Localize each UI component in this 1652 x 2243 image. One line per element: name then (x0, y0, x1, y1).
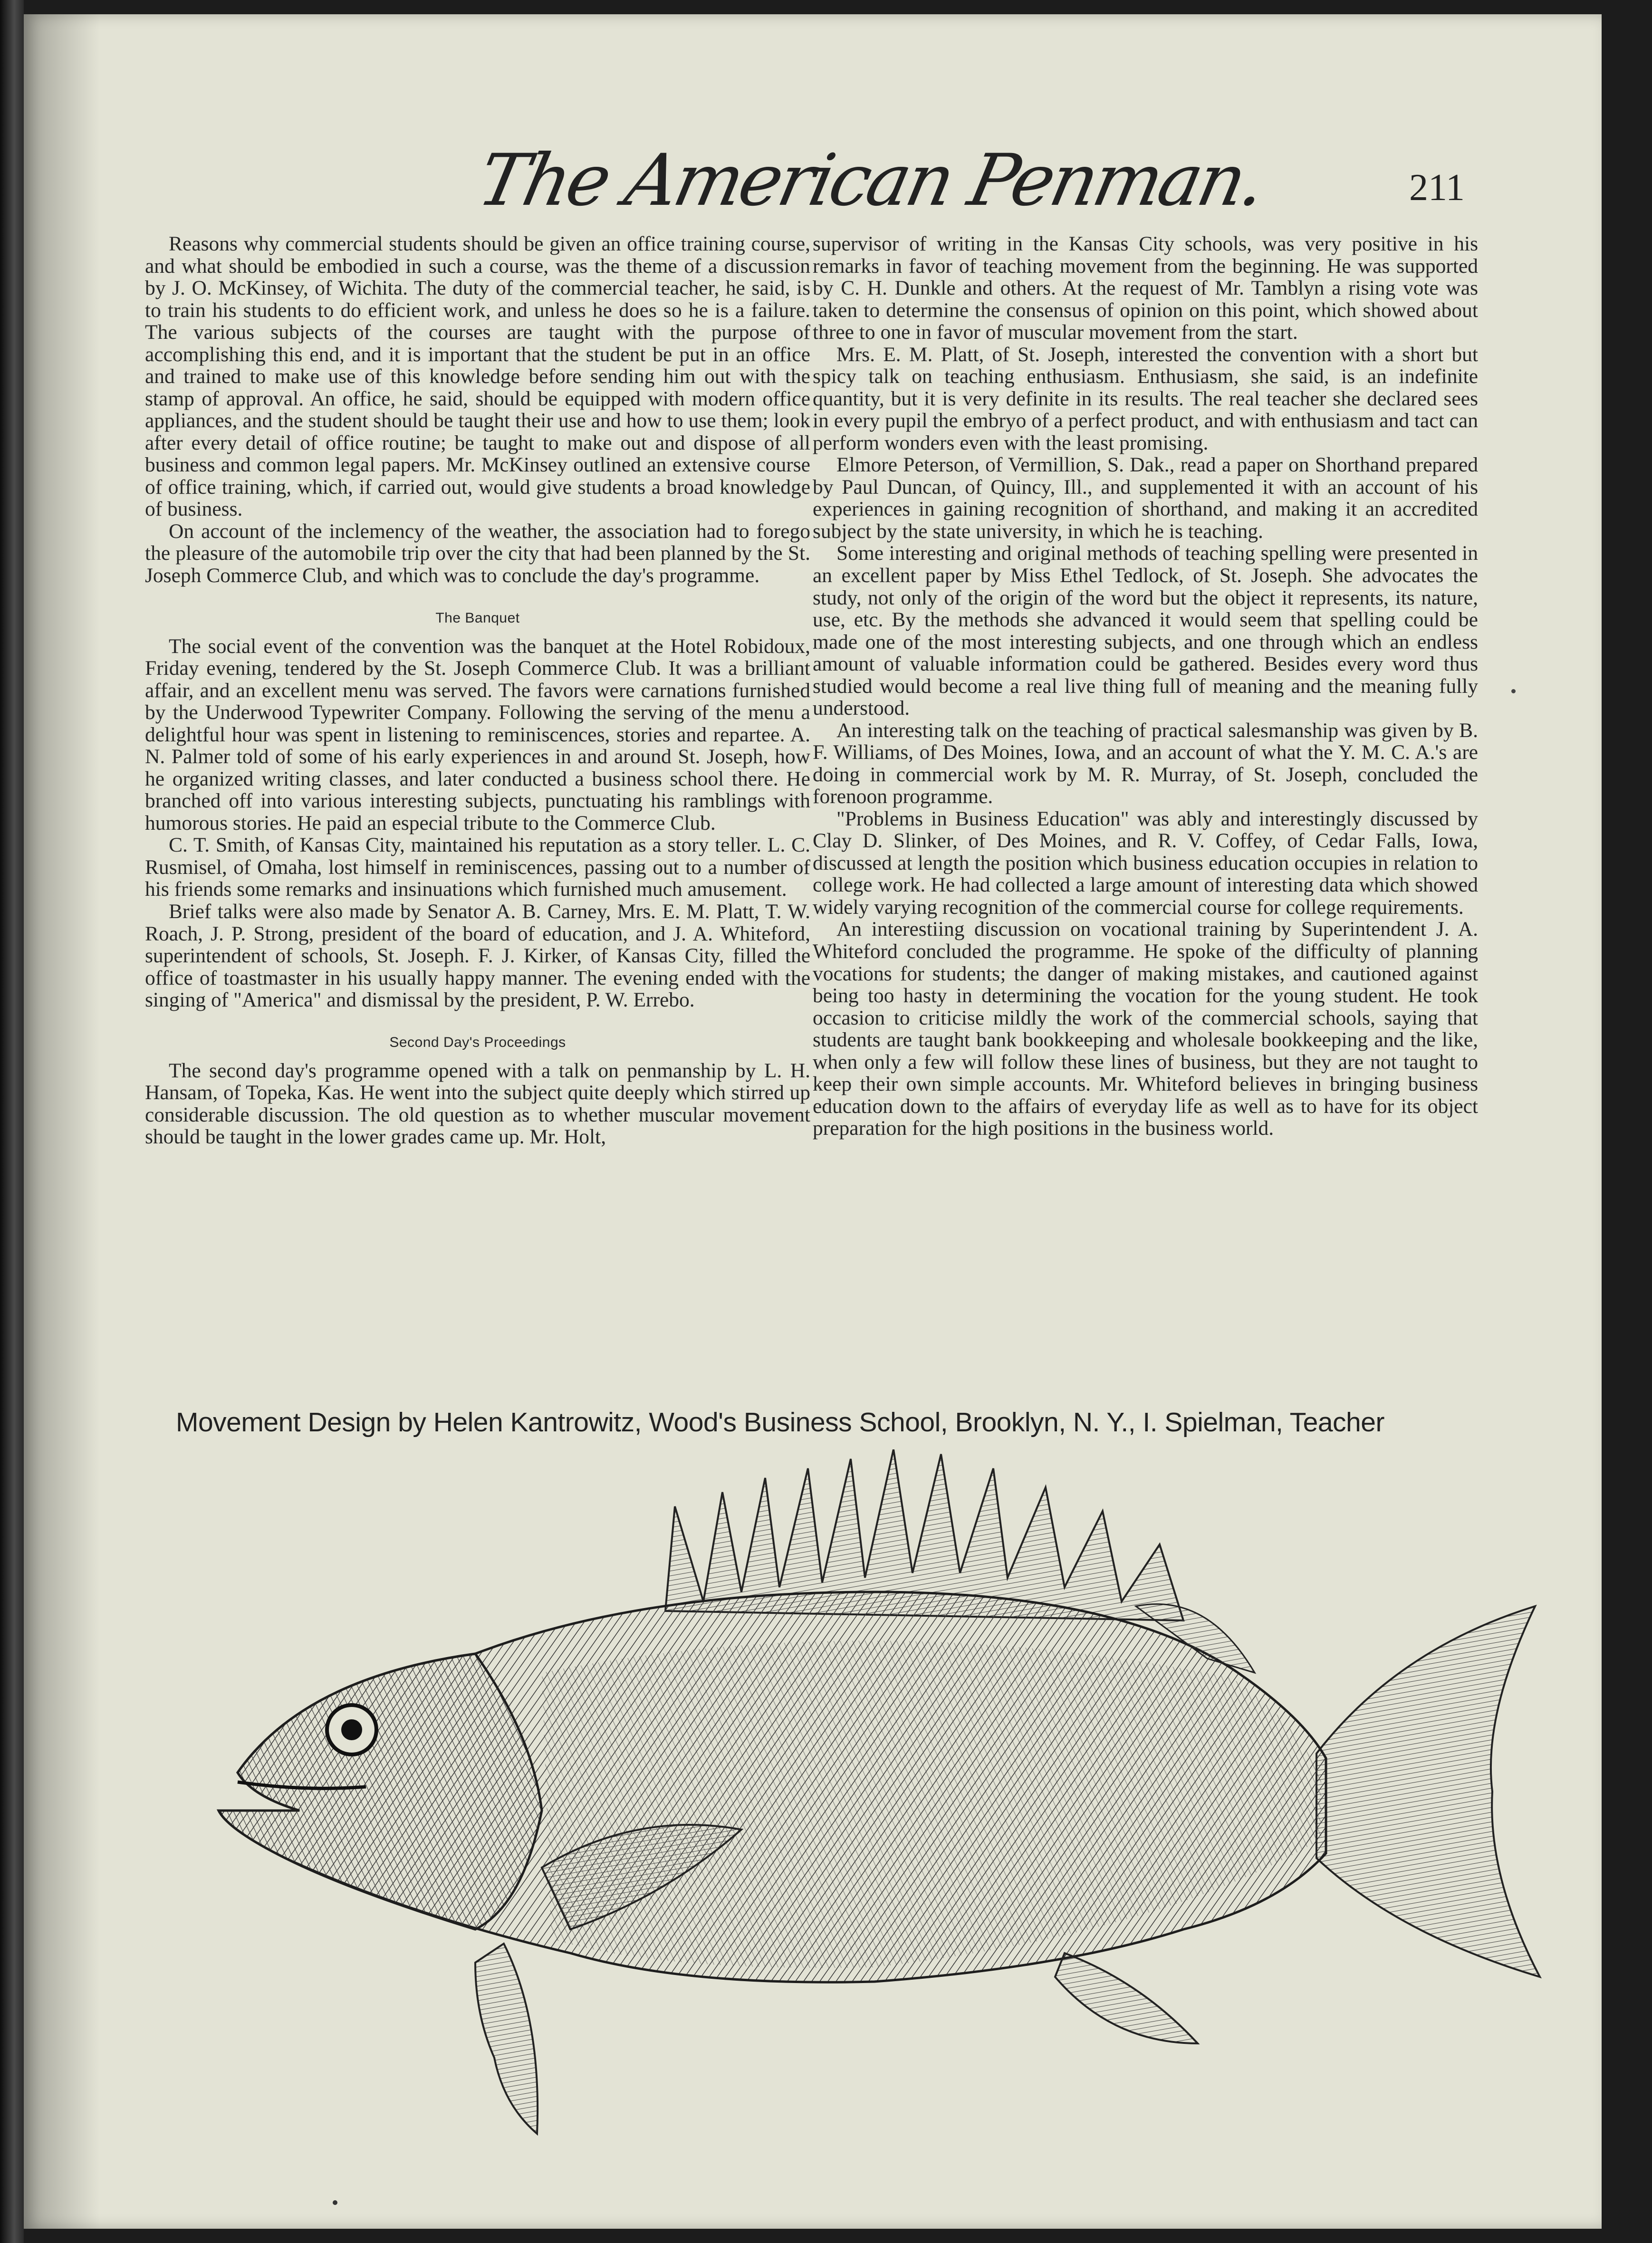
book-spine (0, 0, 24, 2243)
paragraph: supervisor of writing in the Kansas City schools, was very positive in his remarks in favor of teaching movement from the beginning. He was supported by C. H. Dunkle and others. At the request of Mr. Tamblyn a rising vote was taken to determine the consensus of opinion on this point, which showed about three to one in favor of muscular movement from the start. (813, 233, 1478, 344)
section-heading-banquet: The Banquet (435, 610, 520, 626)
margin-mark (1511, 689, 1516, 693)
paragraph: The social event of the convention was the banquet at the Hotel Robidoux, Friday evening, tendered by the St. Joseph Commerce Club. It was a brilliant affair, and an excellent menu was served. The favors were carnations furnished by the Underwood Typewriter Company. Following the serving of the menu a delightful hour was spent in listening to reminiscences, stories and repartee. A. N. Palmer told of some of his early experiences in and around St. Joseph, how he organized writing classes, and later conducted a business school there. He branched off into various interesting subjects, punctuating his ramblings with humorous stories. He paid an especial tribute to the Commerce Club. (145, 634, 810, 834)
paragraph: Reasons why commercial students should be given an office training course, and what should be embodied in such a course, was the theme of a discussion by J. O. McKinsey, of Wichita. The duty of the commercial teacher, he said, is to train his students to do efficient work, and unless he does so he is a failure. The various subjects of the courses are taught with the purpose of accomplishing this end, and it is important that the student be put in an office and trained to make use of this knowledge before sending him out with the stamp of approval. An office, he said, should be equipped with modern office appliances, and the student should be taught their use and how to use them; look after every detail of office routine; be taught to make out and dispose of all business and common legal papers. Mr. McKinsey outlined an extensive course of office training, which, if carried out, would give students a broad knowledge of business. (145, 233, 810, 521)
paragraph: C. T. Smith, of Kansas City, maintained his reputation as a story teller. L. C. Rusmisel, of Omaha, lost himself in reminiscences, passing out to a number of his friends some remarks and insinuations which furnished much amusement. (145, 834, 810, 901)
right-column (813, 233, 1478, 1392)
paragraph: An interestiing discussion on vocational training by Superintendent J. A. Whiteford concluded the programme. He spoke of the difficulty of planning vocations for students; the danger of making mistakes, and cautioned against being too hasty in determining the vocation for the young student. He took occasion to criticise mildly the work of the commercial schools, saying that students are taught bank bookkeeping and wholesale bookkeeping and the like, when only a few will follow these lines of business, but they are not taught to keep their own simple accounts. Mr. Whiteford believes in bringing business education down to the affairs of everyday life as well as to have for its object preparation for the high positions in the business world. (813, 918, 1478, 1140)
anal-fin (1055, 1953, 1198, 2043)
paragraph: "Problems in Business Education" was ably and interestingly discussed by Clay D. Slinker, of Des Moines, and R. V. Coffey, of Cedar Falls, Iowa, discussed at length the position which business education occupies in relation to college work. He had collected a large amount of interesting data which showed widely varying recognition of the commercial course for college requirements. (813, 807, 1478, 919)
paragraph: An interesting talk on the teaching of practical salesmanship was given by B. F. Williams, of Des Moines, Iowa, and an account of what the Y. M. C. A.'s are doing in commercial work by M. R. Murray, of St. Joseph, concluded the forenoon programme. (813, 719, 1478, 808)
paragraph: Mrs. E. M. Platt, of St. Joseph, interested the convention with a short but spicy talk on teaching enthusiasm. Enthusiasm, she said, is an indefinite quantity, but it is very definite in its results. The real teacher she declared sees in every pupil the embryo of a perfect product, and with enthusiasm and tact can perform wonders even with the least promising. (813, 343, 1478, 454)
paragraph: Elmore Peterson, of Vermillion, S. Dak., read a paper on Shorthand prepared by Paul Duncan, of Quincy, Ill., and supplemented it with an account of his experiences in gaining recognition of shorthand, and making it an accredited subject by the state university, in which he is teaching. (813, 453, 1478, 543)
paragraph: Brief talks were also made by Senator A. B. Carney, Mrs. E. M. Platt, T. W. Roach, J. P. Strong, president of the board of education, and J. A. Whiteford, superintendent of schools, St. Joseph. F. J. Kirker, of Kansas City, filled the office of toastmaster in his usually happy manner. The evening ended with the singing of "America" and dismissal by the president, P. W. Errebo. (145, 900, 810, 1012)
tail-fin (1316, 1606, 1540, 1977)
fish-illustration (209, 1449, 1549, 2172)
paragraph: Some interesting and original methods of teaching spelling were presented in an excellent paper by Miss Ethel Tedlock, of St. Joseph. She advocates the study, not only of the origin of the word but the object it represents, its nature, use, etc. By the methods she advanced it would seem that spelling could be made one of the most interesting subjects, and one through which an endless amount of valuable information could be gathered. Besides every word thus studied would become a real live thing full of meaning and the meaning fully understood. (813, 542, 1478, 720)
paragraph: The second day's programme opened with a talk on penmanship by L. H. Hansam, of Topeka, Kas. He went into the subject quite deeply which stirred up considerable discussion. The old question as to whether muscular movement should be taught in the lower grades came up. Mr. Holt, (145, 1059, 810, 1149)
page-number: 211 (1409, 167, 1465, 209)
fish-head (219, 1654, 542, 1929)
stray-mark (333, 2200, 337, 2205)
magazine-page (24, 14, 1602, 2229)
pelvic-fin (475, 1944, 538, 2134)
masthead-title: The American Penman. (471, 139, 1271, 222)
paragraph: On account of the inclemency of the weather, the association had to forego the pleasure of the automobile trip over the city that had been planned by the St. Joseph Commerce Club, and which was to conclude the day's programme. (145, 519, 810, 587)
illustration-caption: Movement Design by Helen Kantrowitz, Wood's Business School, Brooklyn, N. Y., I. Spielman, Teacher (176, 1407, 1384, 1438)
section-heading-second-day: Second Day's Proceedings (389, 1034, 566, 1050)
left-column (145, 233, 810, 1392)
